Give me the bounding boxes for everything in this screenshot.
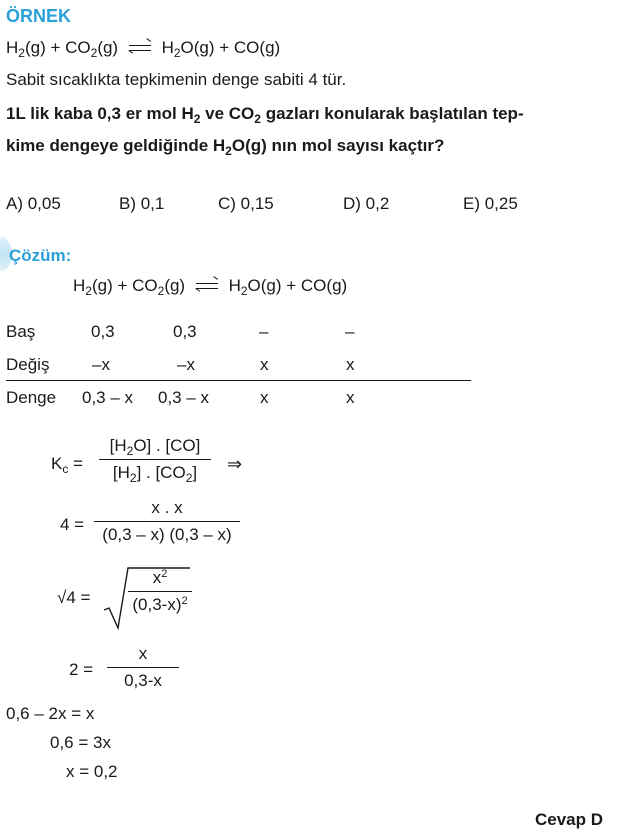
table-cell: 0,3 – x — [158, 388, 210, 407]
table-cell: x — [260, 388, 269, 407]
question-text-line3: kime dengeye geldiğinde $H_2O(g)$ nın mol sayısı kaçtır? — [6, 136, 445, 158]
question-text-line1: Sabit sıcaklıkta tepkimenin denge sabiti 4 tür. — [6, 70, 347, 89]
table-cell: x — [346, 388, 355, 407]
table-row-label-bas: Baş — [6, 322, 36, 341]
table-row-label-degis: Değiş — [6, 355, 50, 374]
kc-fraction: $[H_2O]$ . [CO] $[H_2]$ . $[CO_2]$ — [99, 436, 211, 483]
table-cell: 0,3 – x — [82, 388, 134, 407]
option-c[interactable]: C) 0,15 — [218, 194, 274, 213]
solution-line: x = 0,2 — [66, 762, 118, 781]
step4-lhs: 2 = — [69, 660, 94, 679]
solution-reaction: $H_2(g) + CO_2(g)$ $H_2O(g) + CO(g)$ — [73, 276, 348, 298]
table-row-label-denge: Denge — [6, 388, 57, 407]
equilibrium-arrow-icon — [196, 282, 218, 292]
table-cell: – — [345, 322, 355, 341]
kc-lhs: $K_c$ = — [51, 454, 84, 476]
step4-fraction: x 0,3-x — [107, 644, 179, 691]
implies-arrow-icon: ⇒ — [227, 454, 243, 474]
solution-line: 0,6 = 3x — [50, 733, 111, 752]
question-text-line2: 1L lik kaba 0,3 er mol $H_2$ ve $CO_2$ gazları konularak başlatılan tep- — [6, 104, 524, 126]
option-b[interactable]: B) 0,1 — [119, 194, 165, 213]
solution-title: Çözüm: — [9, 246, 72, 265]
step2-lhs: 4 = — [60, 515, 85, 534]
table-cell: x — [260, 355, 269, 374]
table-cell: 0,3 — [91, 322, 115, 341]
answer-label: Cevap D — [535, 810, 604, 829]
option-d[interactable]: D) 0,2 — [343, 194, 390, 213]
table-divider — [6, 380, 471, 381]
step2-fraction: x . x (0,3 – x) (0,3 – x) — [94, 498, 240, 545]
option-e[interactable]: E) 0,25 — [463, 194, 518, 213]
step3-fraction: $x^2$ $(0,3-x)^2$ — [128, 568, 192, 615]
table-cell: –x — [177, 355, 195, 374]
equilibrium-arrow-icon — [129, 44, 151, 54]
example-title: ÖRNEK — [6, 6, 72, 26]
question-reaction: $H_2(g) + CO_2(g)$ $H_2O(g) + CO(g)$ — [6, 38, 281, 60]
table-cell: 0,3 — [173, 322, 197, 341]
table-cell: –x — [92, 355, 110, 374]
solution-line: 0,6 – 2x = x — [6, 704, 95, 723]
step3-lhs: √4 = — [57, 588, 91, 607]
table-cell: x — [346, 355, 355, 374]
table-cell: – — [259, 322, 269, 341]
option-a[interactable]: A) 0,05 — [6, 194, 61, 213]
